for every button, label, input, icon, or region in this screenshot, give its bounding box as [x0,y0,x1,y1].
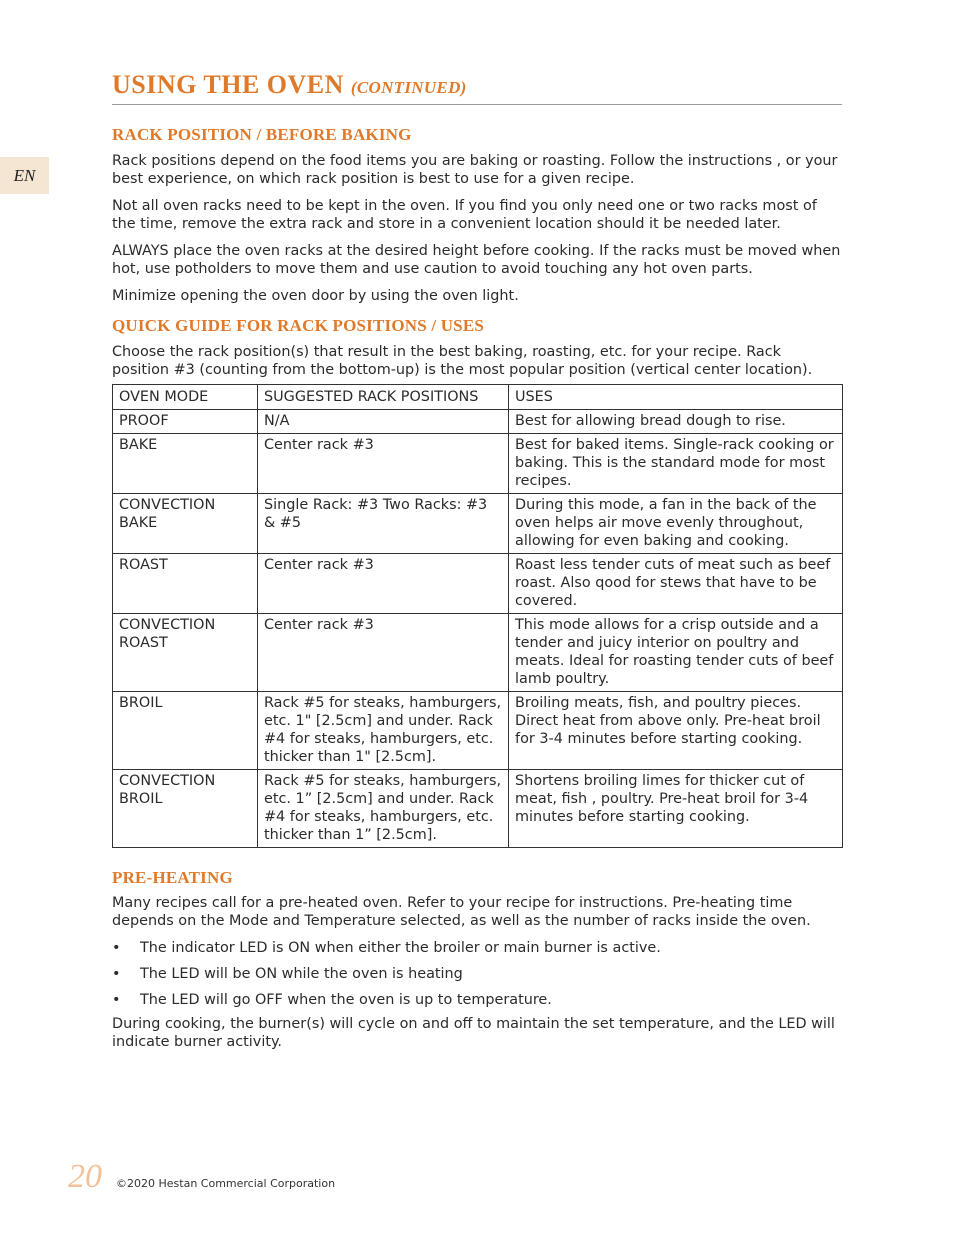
table-cell-rack: Center rack #3 [258,434,509,494]
list-item-text: The LED will be ON while the oven is heating [140,966,463,982]
quick-guide-intro: Choose the rack position(s) that result in the best baking, roasting, etc. for your recipe. Rack position #3 (counting from the bottom-up) is the most popular position (vertical center location). [112,344,813,378]
language-tab [0,157,49,194]
table-row [113,494,843,554]
list-item-text: The indicator LED is ON when either the broiler or main burner is active. [140,940,661,956]
table-cell-mode: BROIL [113,692,258,770]
table-cell-rack: Center rack #3 [258,614,509,692]
copyright-text: ©2020 Hestan Commercial Corporation [116,1177,336,1190]
rack-positions-table [112,384,843,848]
table-cell-mode: ROAST [113,554,258,614]
table-cell-mode: PROOF [113,410,258,434]
table-cell-uses: Best for baked items. Single-rack cooking or baking. This is the standard mode for most recipes. [509,434,843,494]
table-row [113,770,843,848]
table-cell-rack: Rack #5 for steaks, hamburgers, etc. 1” [2.5cm] and under. Rack #4 for steaks, hamburgers, etc. thicker than 1” [2.5cm]. [258,770,509,848]
list-item [112,991,842,1009]
preheating-closing: During cooking, the burner(s) will cycle on and off to maintain the set temperature, and the LED will indicate burner activity. [112,1016,835,1050]
table-cell-rack: Center rack #3 [258,554,509,614]
list-item-text: The LED will go OFF when the oven is up to temperature. [140,992,552,1008]
page-content [112,70,842,1051]
section-heading-quick-guide: QUICK GUIDE FOR RACK POSITIONS / USES [112,316,485,335]
bullet-symbol: • [112,966,121,982]
list-item [112,965,842,983]
table-row [113,410,843,434]
preheating-intro: Many recipes call for a pre-heated oven. Refer to your recipe for instructions. Pre-heating time depends on the Mode and Temperature selected, as well as the number of racks inside the oven. [112,895,811,929]
table-cell-rack: N/A [258,410,509,434]
table-row [113,614,843,692]
table-row [113,692,843,770]
table-header-row [113,385,843,410]
table-cell-uses: Broiling meats, fish, and poultry pieces. Direct heat from above only. Pre-heat broil for 3-4 minutes before starting cooking. [509,692,843,770]
bullet-symbol: • [112,940,121,956]
rack-paragraph-2: Not all oven racks need to be kept in the oven. If you find you only need one or two racks most of the time, remove the extra rack and store in a convenient location should it be needed later. [112,198,817,232]
table-cell-uses: Best for allowing bread dough to rise. [509,410,843,434]
page-footer [68,1157,335,1197]
bullet-symbol: • [112,992,121,1008]
table-cell-uses: This mode allows for a crisp outside and a tender and juicy interior on poultry and meats. Ideal for roasting tender cuts of beef lamb poultry. [509,614,843,692]
table-cell-uses: Shortens broiling limes for thicker cut of meat, fish , poultry. Pre-heat broil for 3-4 minutes before starting cooking. [509,770,843,848]
rack-paragraph-1: Rack positions depend on the food items you are baking or roasting. Follow the instructions , or your best experience, on which rack position is best to use for a given recipe. [112,153,838,187]
table-cell-uses: During this mode, a fan in the back of the oven helps air move evenly throughout, allowing for even baking and cooking. [509,494,843,554]
rack-paragraph-3: ALWAYS place the oven racks at the desired height before cooking. If the racks must be moved when hot, use potholders to move them and use caution to avoid touching any hot oven parts. [112,243,841,277]
table-header-cell: USES [509,385,843,410]
list-item [112,939,842,957]
table-cell-uses: Roast less tender cuts of meat such as beef roast. Also qood for stews that have to be covered. [509,554,843,614]
rack-paragraph-4: Minimize opening the oven door by using the oven light. [112,288,519,304]
table-row [113,554,843,614]
table-cell-rack: Rack #5 for steaks, hamburgers, etc. 1" [2.5cm] and under. Rack #4 for steaks, hamburgers, etc. thicker than 1" [2.5cm]. [258,692,509,770]
page-title-main: USING THE OVEN [112,70,344,99]
table-cell-mode: CONVECTION BROIL [113,770,258,848]
table-cell-mode: CONVECTION ROAST [113,614,258,692]
table-header-cell: OVEN MODE [113,385,258,410]
table-cell-mode: CONVECTION BAKE [113,494,258,554]
table-header-cell: SUGGESTED RACK POSITIONS [258,385,509,410]
language-label: EN [13,165,36,185]
page-title-continued: (CONTINUED) [350,78,467,97]
preheating-bullet-list [112,939,842,1009]
table-row [113,434,843,494]
table-cell-rack: Single Rack: #3 Two Racks: #3 & #5 [258,494,509,554]
page-number: 20 [68,1158,102,1195]
page-title [112,70,842,105]
table-cell-mode: BAKE [113,434,258,494]
section-heading-preheating: PRE-HEATING [112,868,233,887]
section-heading-rack-position: RACK POSITION / BEFORE BAKING [112,125,412,144]
